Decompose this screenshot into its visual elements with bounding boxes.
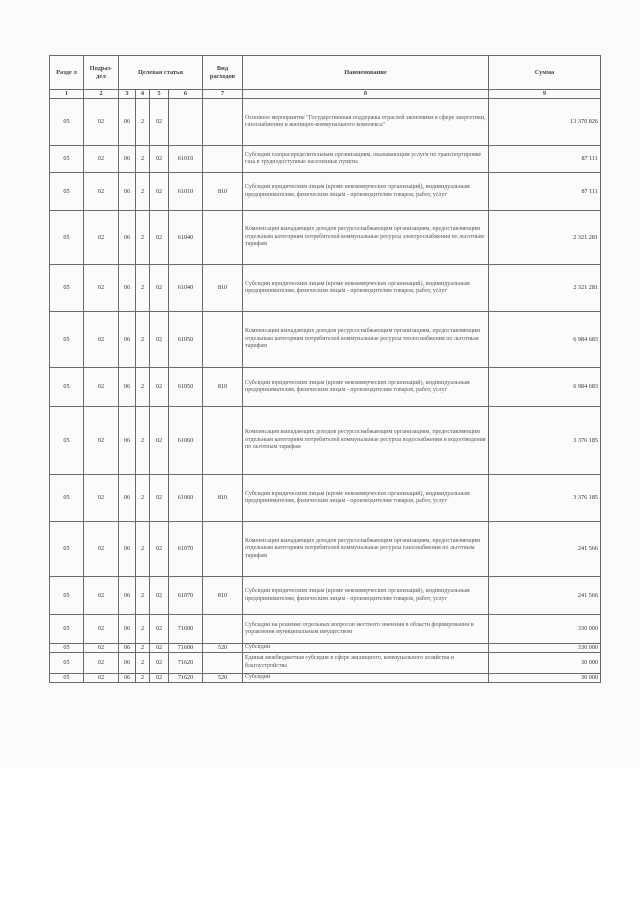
vid-rashodov-cell bbox=[203, 615, 243, 644]
razdel-cell: 05 bbox=[50, 368, 84, 407]
table-row bbox=[50, 475, 601, 522]
razdel-cell: 05 bbox=[50, 475, 84, 522]
direction-cell: 61060 bbox=[169, 407, 203, 475]
direction-cell: 61040 bbox=[169, 265, 203, 312]
event-cell: 02 bbox=[150, 644, 169, 653]
sum-cell: 13 370 826 bbox=[489, 99, 601, 146]
column-number: 7 bbox=[203, 90, 243, 99]
podrazdel-cell: 02 bbox=[84, 644, 119, 653]
program-cell: 06 bbox=[119, 146, 136, 173]
podrazdel-cell: 02 bbox=[84, 173, 119, 211]
vid-rashodov-cell bbox=[203, 312, 243, 368]
sum-cell: 30 000 bbox=[489, 673, 601, 682]
vid-rashodov-cell: 520 bbox=[203, 644, 243, 653]
name-cell: Компенсация выпадающих доходов ресурсоснабжающим организациям, предоставляющим отдельным категориям потребителей коммунальные ресурсы водоснабжения и водоотведения по льготным тарифам bbox=[243, 407, 489, 475]
event-cell: 02 bbox=[150, 146, 169, 173]
subprogram-cell: 2 bbox=[136, 475, 150, 522]
sum-cell: 6 984 683 bbox=[489, 312, 601, 368]
razdel-cell: 05 bbox=[50, 265, 84, 312]
sum-cell: 2 321 281 bbox=[489, 265, 601, 312]
header-naimenovanie: Наименование bbox=[243, 56, 489, 90]
vid-rashodov-cell: 810 bbox=[203, 475, 243, 522]
subprogram-cell: 2 bbox=[136, 368, 150, 407]
vid-rashodov-cell: 810 bbox=[203, 368, 243, 407]
budget-table bbox=[49, 55, 601, 683]
column-number: 8 bbox=[243, 90, 489, 99]
program-cell: 06 bbox=[119, 577, 136, 615]
podrazdel-cell: 02 bbox=[84, 615, 119, 644]
podrazdel-cell: 02 bbox=[84, 265, 119, 312]
vid-rashodov-cell bbox=[203, 652, 243, 673]
vid-rashodov-cell bbox=[203, 407, 243, 475]
name-cell: Компенсация выпадающих доходов ресурсоснабжающим организациям, предоставляющим отдельным категориям потребителей коммунальные ресурсы электроснабжения по льготным тарифам bbox=[243, 211, 489, 265]
column-number: 9 bbox=[489, 90, 601, 99]
subprogram-cell: 2 bbox=[136, 522, 150, 577]
subprogram-cell: 2 bbox=[136, 577, 150, 615]
column-number: 1 bbox=[50, 90, 84, 99]
subprogram-cell: 2 bbox=[136, 652, 150, 673]
table-row bbox=[50, 577, 601, 615]
subprogram-cell: 2 bbox=[136, 312, 150, 368]
podrazdel-cell: 02 bbox=[84, 407, 119, 475]
vid-rashodov-cell: 810 bbox=[203, 173, 243, 211]
table-row bbox=[50, 652, 601, 673]
event-cell: 02 bbox=[150, 265, 169, 312]
direction-cell: 71620 bbox=[169, 673, 203, 682]
podrazdel-cell: 02 bbox=[84, 211, 119, 265]
razdel-cell: 05 bbox=[50, 99, 84, 146]
direction-cell: 61070 bbox=[169, 522, 203, 577]
podrazdel-cell: 02 bbox=[84, 652, 119, 673]
table-row bbox=[50, 312, 601, 368]
table-row bbox=[50, 173, 601, 211]
subprogram-cell: 2 bbox=[136, 99, 150, 146]
direction-cell: 61070 bbox=[169, 577, 203, 615]
podrazdel-cell: 02 bbox=[84, 522, 119, 577]
podrazdel-cell: 02 bbox=[84, 577, 119, 615]
vid-rashodov-cell bbox=[203, 522, 243, 577]
razdel-cell: 05 bbox=[50, 211, 84, 265]
program-cell: 06 bbox=[119, 644, 136, 653]
program-cell: 06 bbox=[119, 265, 136, 312]
vid-rashodov-cell: 810 bbox=[203, 265, 243, 312]
table-row bbox=[50, 644, 601, 653]
header-celevaya-statya: Целевая статья bbox=[119, 56, 203, 90]
sum-cell: 3 376 185 bbox=[489, 407, 601, 475]
direction-cell: 61010 bbox=[169, 173, 203, 211]
subprogram-cell: 2 bbox=[136, 673, 150, 682]
blank-margin bbox=[0, 768, 640, 905]
program-cell: 06 bbox=[119, 368, 136, 407]
sum-cell: 2 321 281 bbox=[489, 211, 601, 265]
name-cell: Компенсация выпадающих доходов ресурсоснабжающим организациям, предоставляющим отдельным категориям потребителей коммунальные ресурсы газоснабжения по льготным тарифам bbox=[243, 522, 489, 577]
direction-cell: 61050 bbox=[169, 368, 203, 407]
subprogram-cell: 2 bbox=[136, 211, 150, 265]
razdel-cell: 05 bbox=[50, 673, 84, 682]
name-cell: Основное мероприятие "Государственная поддержка отраслей экономики в сфере энергетики, газоснабжения и жилищно-коммунального комплекса" bbox=[243, 99, 489, 146]
program-cell: 06 bbox=[119, 652, 136, 673]
vid-rashodov-cell: 520 bbox=[203, 673, 243, 682]
table-header-row bbox=[50, 56, 601, 90]
event-cell: 02 bbox=[150, 652, 169, 673]
event-cell: 02 bbox=[150, 577, 169, 615]
event-cell: 02 bbox=[150, 615, 169, 644]
table-row bbox=[50, 146, 601, 173]
direction-cell bbox=[169, 99, 203, 146]
event-cell: 02 bbox=[150, 211, 169, 265]
subprogram-cell: 2 bbox=[136, 173, 150, 211]
podrazdel-cell: 02 bbox=[84, 146, 119, 173]
event-cell: 02 bbox=[150, 173, 169, 211]
name-cell: Субсидии bbox=[243, 644, 489, 653]
header-podrazdel: Подраз- дел bbox=[84, 56, 119, 90]
podrazdel-cell: 02 bbox=[84, 312, 119, 368]
subprogram-cell: 2 bbox=[136, 615, 150, 644]
name-cell: Субсидии юридическим лицам (кроме некоммерческих организаций), индивидуальным предпринимателям, физическим лицам - производителям товаров, работ, услуг bbox=[243, 577, 489, 615]
header-summa: Сумма bbox=[489, 56, 601, 90]
column-number: 2 bbox=[84, 90, 119, 99]
program-cell: 06 bbox=[119, 312, 136, 368]
sum-cell: 30 000 bbox=[489, 652, 601, 673]
razdel-cell: 05 bbox=[50, 652, 84, 673]
event-cell: 02 bbox=[150, 673, 169, 682]
column-number-row bbox=[50, 90, 601, 99]
table-row bbox=[50, 211, 601, 265]
podrazdel-cell: 02 bbox=[84, 475, 119, 522]
table-row bbox=[50, 265, 601, 312]
program-cell: 06 bbox=[119, 211, 136, 265]
column-number: 4 bbox=[136, 90, 150, 99]
program-cell: 06 bbox=[119, 475, 136, 522]
sum-cell: 241 566 bbox=[489, 522, 601, 577]
sum-cell: 330 000 bbox=[489, 644, 601, 653]
vid-rashodov-cell bbox=[203, 146, 243, 173]
sum-cell: 87 111 bbox=[489, 173, 601, 211]
column-number: 5 bbox=[150, 90, 169, 99]
direction-cell: 71600 bbox=[169, 644, 203, 653]
vid-rashodov-cell bbox=[203, 211, 243, 265]
event-cell: 02 bbox=[150, 407, 169, 475]
table-row bbox=[50, 99, 601, 146]
direction-cell: 71600 bbox=[169, 615, 203, 644]
column-number: 3 bbox=[119, 90, 136, 99]
name-cell: Субсидии bbox=[243, 673, 489, 682]
name-cell: Субсидии юридическим лицам (кроме некоммерческих организаций), индивидуальным предпринимателям, физическим лицам - производителям товаров, работ, услуг bbox=[243, 368, 489, 407]
table-row bbox=[50, 368, 601, 407]
razdel-cell: 05 bbox=[50, 407, 84, 475]
program-cell: 06 bbox=[119, 673, 136, 682]
event-cell: 02 bbox=[150, 368, 169, 407]
header-razdel: Разде л bbox=[50, 56, 84, 90]
razdel-cell: 05 bbox=[50, 312, 84, 368]
sum-cell: 241 566 bbox=[489, 577, 601, 615]
table-row bbox=[50, 522, 601, 577]
razdel-cell: 05 bbox=[50, 173, 84, 211]
name-cell: Субсидии юридическим лицам (кроме некоммерческих организаций), индивидуальным предпринимателям, физическим лицам - производителям товаров, работ, услуг bbox=[243, 265, 489, 312]
podrazdel-cell: 02 bbox=[84, 673, 119, 682]
name-cell: Единая межбюджетная субсидия в сфере жилищного, коммунального хозяйства и благоустройства bbox=[243, 652, 489, 673]
header-vid-rashodov: Вид расходов bbox=[203, 56, 243, 90]
podrazdel-cell: 02 bbox=[84, 368, 119, 407]
table-row bbox=[50, 615, 601, 644]
subprogram-cell: 2 bbox=[136, 407, 150, 475]
direction-cell: 61050 bbox=[169, 312, 203, 368]
direction-cell: 71620 bbox=[169, 652, 203, 673]
program-cell: 06 bbox=[119, 173, 136, 211]
name-cell: Субсидии юридическим лицам (кроме некоммерческих организаций), индивидуальным предпринимателям, физическим лицам - производителям товаров, работ, услуг bbox=[243, 173, 489, 211]
subprogram-cell: 2 bbox=[136, 265, 150, 312]
vid-rashodov-cell bbox=[203, 99, 243, 146]
program-cell: 06 bbox=[119, 407, 136, 475]
event-cell: 02 bbox=[150, 99, 169, 146]
vid-rashodov-cell: 810 bbox=[203, 577, 243, 615]
podrazdel-cell: 02 bbox=[84, 99, 119, 146]
direction-cell: 61060 bbox=[169, 475, 203, 522]
event-cell: 02 bbox=[150, 312, 169, 368]
program-cell: 06 bbox=[119, 99, 136, 146]
program-cell: 06 bbox=[119, 522, 136, 577]
direction-cell: 61010 bbox=[169, 146, 203, 173]
name-cell: Субсидии на решение отдельных вопросов местного значения в области формирования и управления муниципальным имуществом bbox=[243, 615, 489, 644]
subprogram-cell: 2 bbox=[136, 644, 150, 653]
name-cell: Компенсация выпадающих доходов ресурсоснабжающим организациям, предоставляющим отдельным категориям потребителей коммунальные ресурсы теплоснабжения по льготным тарифам bbox=[243, 312, 489, 368]
table-row bbox=[50, 407, 601, 475]
razdel-cell: 05 bbox=[50, 615, 84, 644]
razdel-cell: 05 bbox=[50, 577, 84, 615]
name-cell: Субсидии газораспределительным организациям, оказывающим услуги по транспортировке газа в труднодоступные населенные пункты bbox=[243, 146, 489, 173]
razdel-cell: 05 bbox=[50, 522, 84, 577]
direction-cell: 61040 bbox=[169, 211, 203, 265]
sum-cell: 330 000 bbox=[489, 615, 601, 644]
sum-cell: 3 376 185 bbox=[489, 475, 601, 522]
event-cell: 02 bbox=[150, 522, 169, 577]
sum-cell: 87 111 bbox=[489, 146, 601, 173]
subprogram-cell: 2 bbox=[136, 146, 150, 173]
program-cell: 06 bbox=[119, 615, 136, 644]
column-number: 6 bbox=[169, 90, 203, 99]
table-row bbox=[50, 673, 601, 682]
name-cell: Субсидии юридическим лицам (кроме некоммерческих организаций), индивидуальным предпринимателям, физическим лицам - производителям товаров, работ, услуг bbox=[243, 475, 489, 522]
sum-cell: 6 984 683 bbox=[489, 368, 601, 407]
razdel-cell: 05 bbox=[50, 146, 84, 173]
event-cell: 02 bbox=[150, 475, 169, 522]
razdel-cell: 05 bbox=[50, 644, 84, 653]
